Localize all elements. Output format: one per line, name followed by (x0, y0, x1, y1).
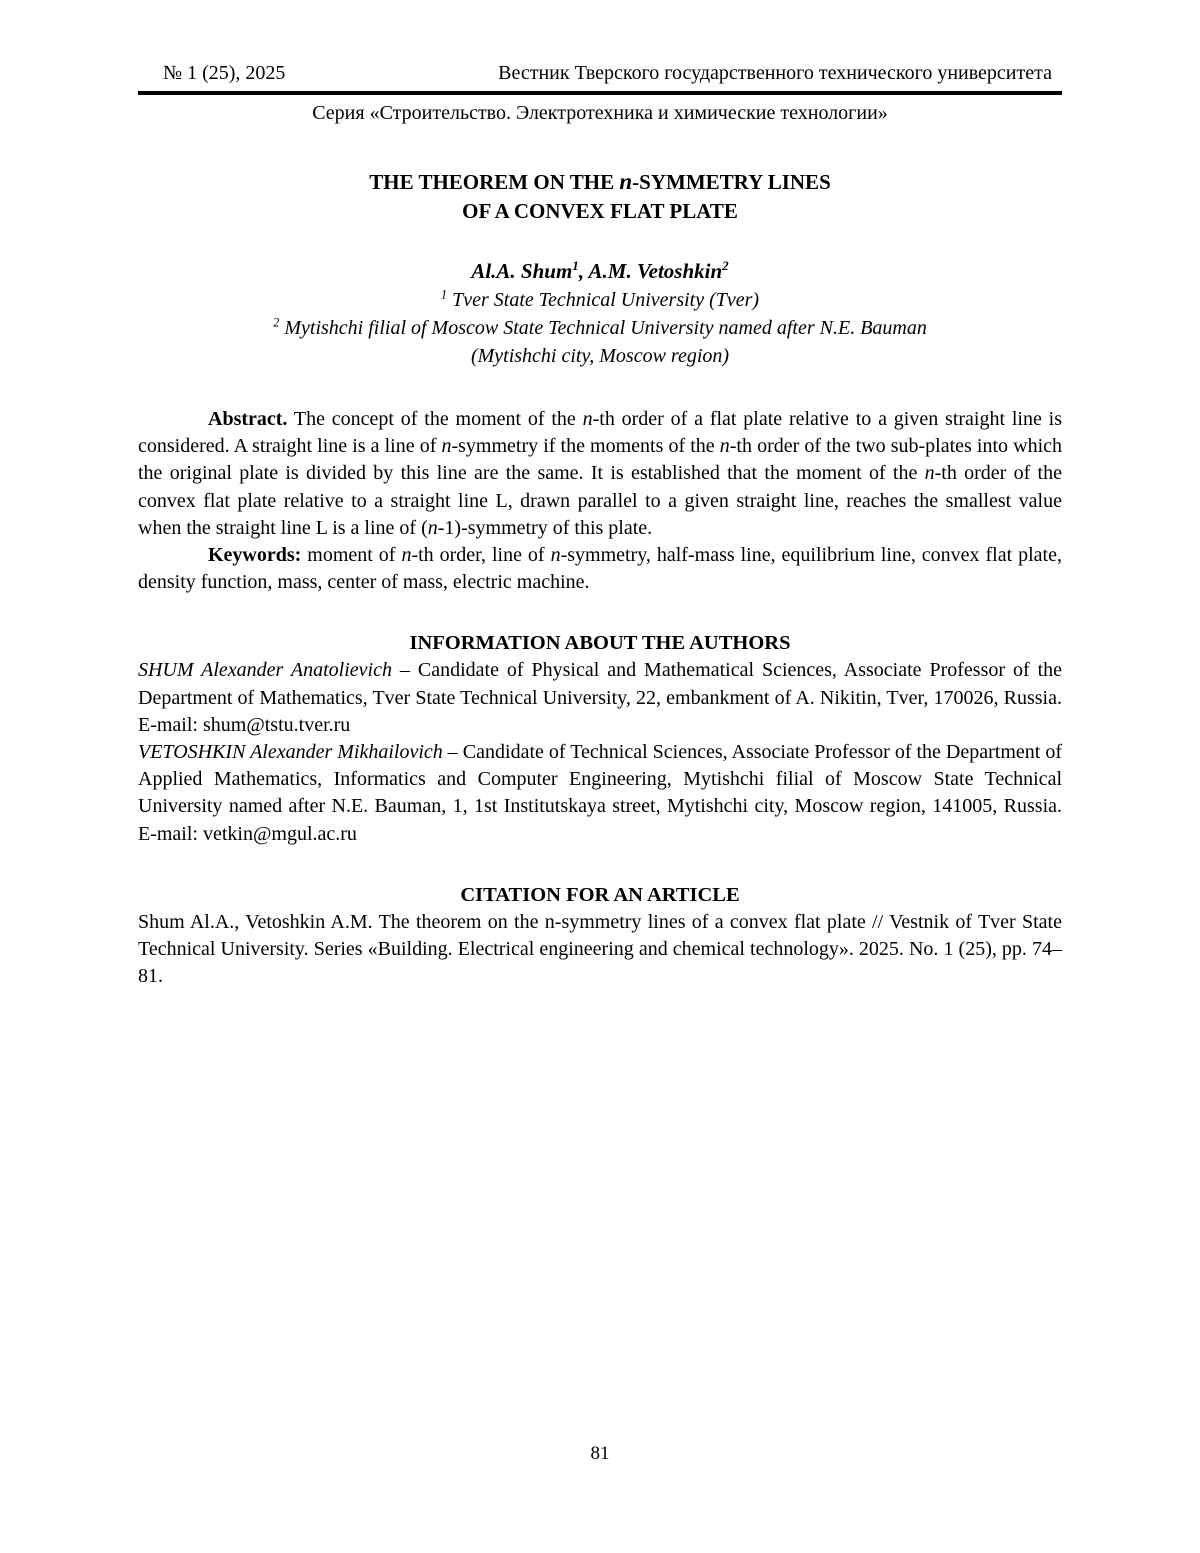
series-name: Серия «Строительство. Электротехника и химические технологии» (312, 102, 888, 124)
authors-line: Al.A. Shum$^1$, A.M. Vetoshkin$^2$ (471, 258, 729, 283)
author-info-shum: SHUM Alexander Anatolievich – Candidate of Physical and Mathematical Sciences, Associate Professor of the Department of Mathematics, Tver State Technical University, 22, embankment of A. Nikitin, Tver, 170026, Russia. E-mail: shum@tstu.tver.ru (138, 659, 1062, 736)
article-content (138, 0, 1062, 990)
article-title-line1: THE THEOREM ON THE n-SYMMETRY LINES (369, 169, 831, 194)
affiliation-2: $^2$ Mytishchi filial of Moscow State Technical University named after N.E. Bauman (273, 315, 927, 339)
page-number: 81 (590, 1443, 610, 1464)
affiliation-1: $^1$ Tver State Technical University (Tver) (440, 287, 760, 311)
abstract-paragraph: Abstract. The concept of the moment of the n-th order of a flat plate relative to a given straight line is considered. A straight line is a line of n-symmetry if the moments of the n-th order of the two sub-plates into which the original plate is divided by this line are the same. It is established that the moment of the n-th order of the convex flat plate relative to a straight line L, drawn parallel to a given straight line, reaches the smallest value when the straight line L is a line of (n-1)-symmetry of this plate. (138, 408, 1063, 539)
journal-header (138, 62, 1062, 95)
citation-heading: CITATION FOR AN ARTICLE (460, 883, 740, 906)
issue-number: № 1 (25), 2025 (163, 62, 286, 84)
journal-name: Вестник Тверского государственного технического университета (498, 62, 1052, 84)
keywords-paragraph: Keywords: moment of n-th order, line of n-symmetry, half-mass line, equilibrium line, convex flat plate, density function, mass, center of mass, electric machine. (138, 544, 1062, 594)
affiliation-3: (Mytishchi city, Moscow region) (470, 345, 730, 367)
citation-paragraph: Shum Al.A., Vetoshkin A.M. The theorem on the n-symmetry lines of a convex flat plate // Vestnik of Tver State Technical University. Series «Building. Electrical engineering and chemical technology». 2025. No. 1 (25), pp. 74–81. (138, 910, 1062, 988)
authors-info-heading: INFORMATION ABOUT THE AUTHORS (409, 632, 791, 655)
article-title-line2: OF A CONVEX FLAT PLATE (462, 199, 738, 223)
article-title (138, 167, 1062, 226)
author-info-vetoshkin: VETOSHKIN Alexander Mikhailovich – Candidate of Technical Sciences, Associate Professor of the Department of Applied Mathematics, Informatics and Computer Engineering, Mytishchi filial of Moscow State Technical University named after N.E. Bauman, 1, 1st Institutskaya street, Mytishchi city, Moscow region, 141005, Russia. E-mail: vetkin@mgul.ac.ru (138, 741, 1062, 845)
